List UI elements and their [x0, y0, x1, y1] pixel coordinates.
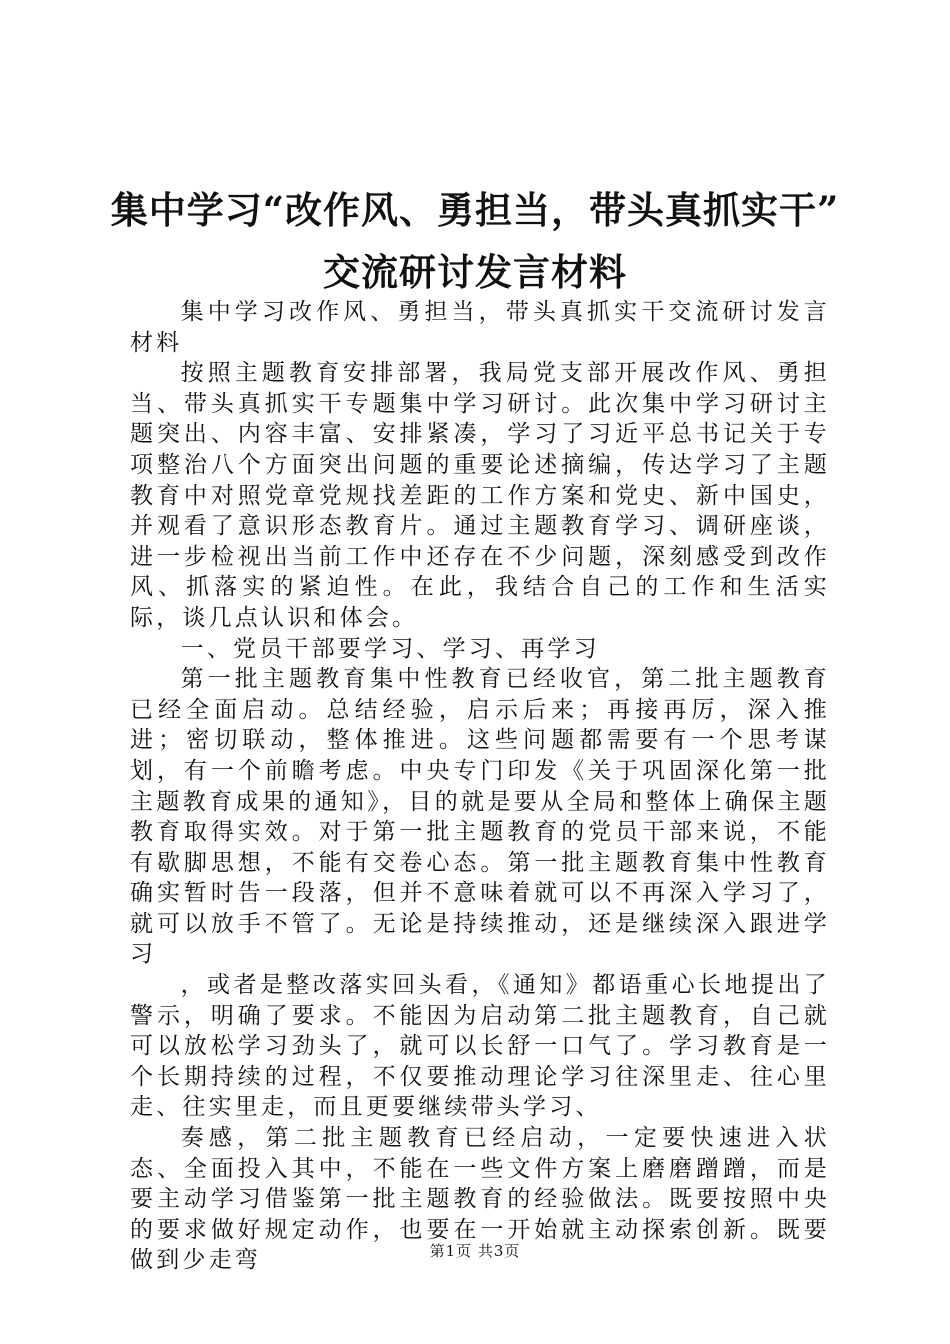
paragraph-body: 第一批主题教育集中性教育已经收官，第二批主题教育已经全面启动。总结经验，启示后来；再接再厉，深入推进；密切联动，整体推进。这些问题都需要有一个思考谋划，有一个前瞻考虑。中央专门印发《关于巩固深化第一批主题教育成果的通知》，目的就是要从全局和整体上确保主题教育取得实效。对于第一批主题教育的党员干部来说，不能有歇脚思想，不能有交卷心态。第一批主题教育集中性教育确实暂时告一段落，但并不意味着就可以不再深入学习了，就可以放手不管了。无论是持续推动，还是继续深入跟进学习 — [130, 666, 830, 968]
paragraph-subtitle: 集中学习改作风、勇担当，带头真抓实干交流研讨发言材料 — [130, 299, 830, 356]
document-title-line-1: 集中学习“改作风、勇担当，带头真抓实干” — [110, 188, 840, 232]
paragraph-body: 奏感，第二批主题教育已经启动，一定要快速进入状态、全面投入其中，不能在一些文件方案上磨磨蹭蹭，而是要主动学习借鉴第一批主题教育的经验做法。既要按照中央的要求做好规定动作，也要在一开始就主动探索创新。既要做到少走弯 — [130, 1125, 830, 1274]
paragraph-intro: 按照主题教育安排部署，我局党支部开展改作风、勇担当、带头真抓实干专题集中学习研讨。此次集中学习研讨主题突出、内容丰富、安排紧凑，学习了习近平总书记关于专项整治八个方面突出问题的重要论述摘编，传达学习了主题教育中对照党章党规找差距的工作方案和党史、新中国史，并观看了意识形态教育片。通过主题教育学习、调研座谈，进一步检视出当前工作中还存在不少问题，深刻感受到改作风、抓落实的紧迫性。在此，我结合自己的工作和生活实际，谈几点认识和体会。 — [130, 360, 830, 631]
paragraph-continuation: ，或者是整改落实回头看，《通知》都语重心长地提出了警示，明确了要求。不能因为启动第二批主题教育，自己就可以放松学习劲头了，就可以长舒一口气了。学习教育是一个长期持续的过程，不仅要推动理论学习往深里走、往心里走、往实里走，而且更要继续带头学习、 — [130, 972, 830, 1121]
document-body — [130, 297, 830, 1276]
page-number-footer: 第1页 共3页 — [429, 1242, 521, 1260]
document-title-line-2: 交流研讨发言材料 — [323, 250, 627, 294]
section-heading: 一、党员干部要学习、学习、再学习 — [180, 635, 600, 662]
